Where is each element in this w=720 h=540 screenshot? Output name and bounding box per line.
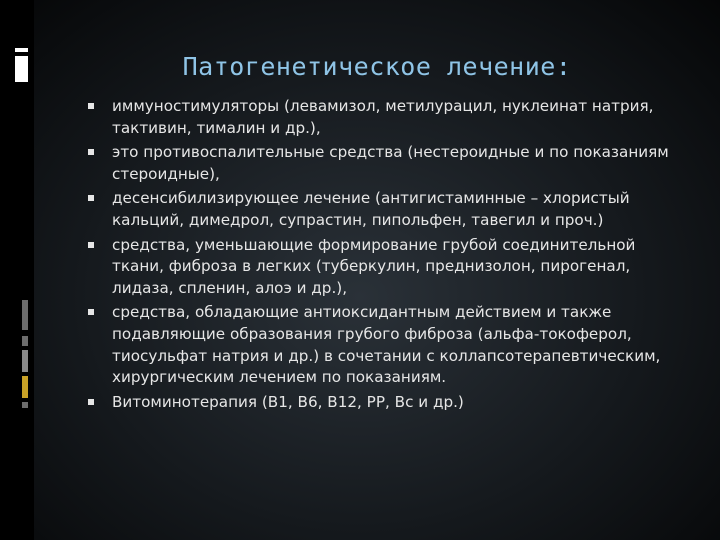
slide-title: Патогенетическое лечение: bbox=[182, 52, 572, 81]
bullet-square-icon bbox=[88, 399, 94, 405]
decor-bar-yellow bbox=[22, 376, 28, 398]
bullet-item bbox=[88, 392, 688, 414]
bullet-text: это противоспалительные средства (нестероидные и по показаниям стероидные), bbox=[112, 143, 669, 183]
bullet-square-icon bbox=[88, 242, 94, 248]
bullet-text: Витоминотерапия (В1, В6, В12, РР, Вс и др.) bbox=[112, 392, 464, 411]
bullet-list bbox=[88, 96, 688, 416]
bullet-square-icon bbox=[88, 103, 94, 109]
bullet-text: средства, уменьшающие формирование грубой соединительной ткани, фиброза в легких (туберкулин, преднизолон, пирогенал, лидаза, спленин, алоэ и др.), bbox=[112, 235, 636, 297]
bullet-text: иммуностимуляторы (левамизол, метилурацил, нуклеинат натрия, тактивин, тималин и др.), bbox=[112, 97, 654, 137]
decor-bar-gray-1 bbox=[22, 300, 28, 330]
bullet-item bbox=[88, 235, 688, 300]
bullet-text: средства, обладающие антиоксидантным действием и также подавляющие образования грубого фиброза (альфа-токоферол, тиосульфат натрия и др.) в сочетании с коллапсотерапевтическим, хирургическим лечением по показаниям. bbox=[112, 303, 661, 387]
bullet-square-icon bbox=[88, 149, 94, 155]
bullet-item bbox=[88, 188, 688, 231]
left-decoration-bar bbox=[0, 0, 34, 540]
bullet-item bbox=[88, 142, 688, 185]
decor-bar-top bbox=[15, 48, 28, 52]
decor-bar-gray-2 bbox=[22, 336, 28, 346]
bullet-square-icon bbox=[88, 195, 94, 201]
bullet-text: десенсибилизирующее лечение (антигистаминные – хлористый кальций, димедрол, супрастин, пипольфен, тавегил и проч.) bbox=[112, 189, 630, 229]
bullet-item bbox=[88, 96, 688, 139]
decor-bar-gray-3 bbox=[22, 350, 28, 372]
bullet-item bbox=[88, 302, 688, 388]
bullet-square-icon bbox=[88, 309, 94, 315]
decor-bar-gray-4 bbox=[22, 402, 28, 408]
decor-bar-block bbox=[15, 56, 28, 82]
